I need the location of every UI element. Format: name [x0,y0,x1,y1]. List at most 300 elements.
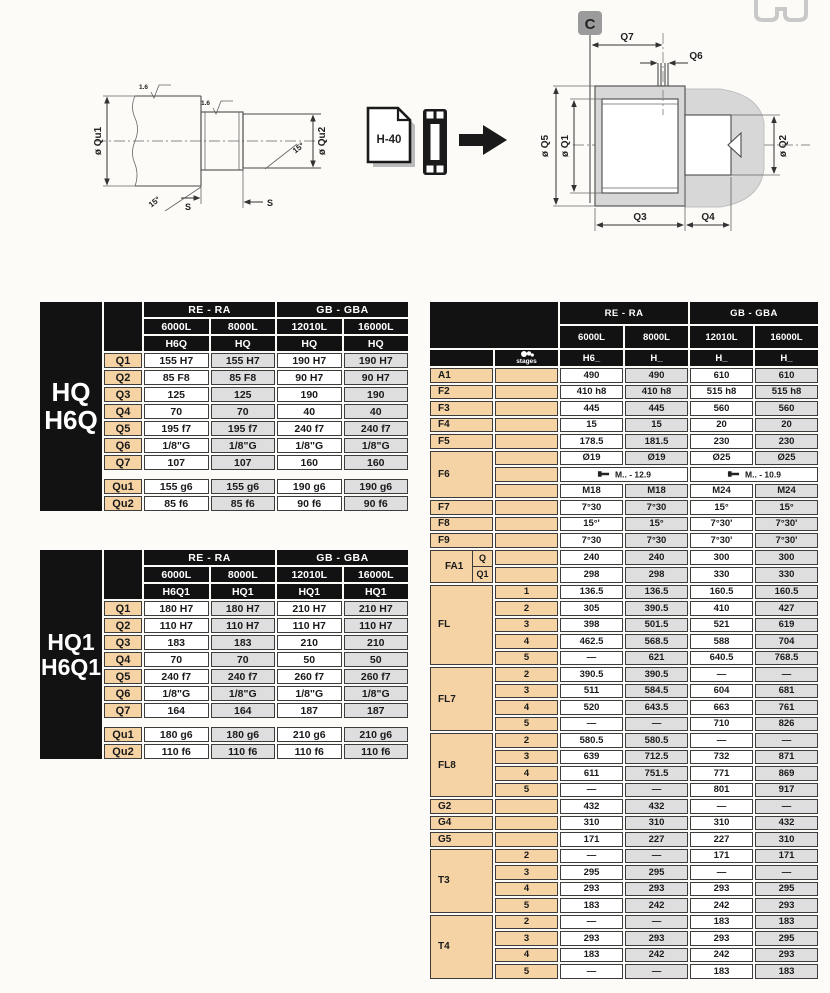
value-cell: 710 [690,717,753,732]
value-cell: 611 [560,766,623,781]
value-cell: 190 H7 [277,353,342,368]
table-row [430,500,818,515]
value-cell: 584.5 [625,684,688,699]
group-header: RE - RA [144,302,275,317]
value-cell: 85 f6 [211,496,276,511]
value-cell: 330 [690,567,753,583]
value-cell: 1/8"G [344,438,409,453]
value-cell: 230 [755,434,818,449]
value-cell: 704 [755,634,818,649]
value-cell: 164 [211,703,276,718]
value-cell: 681 [755,684,818,699]
stages-label: stages [516,358,537,366]
value-cell: 110 f6 [211,744,276,759]
header-corner [430,350,493,366]
value-cell: 560 [755,401,818,416]
section-label: F7 [430,500,493,515]
value-cell: 871 [755,750,818,765]
value-cell: 300 [690,550,753,566]
value-cell: 295 [755,931,818,946]
value-cell: 310 [625,816,688,831]
value-cell: 240 f7 [144,669,209,684]
value-cell: 227 [625,832,688,847]
value-cell: 178.5 [560,434,623,449]
value-cell: 50 [277,652,342,667]
doc-label: H-40 [376,134,402,146]
value-cell: 210 H7 [277,601,342,616]
dim-label-q2: ø Q2 [778,134,789,158]
value-cell: 580.5 [625,733,688,748]
value-cell: 610 [690,368,753,383]
value-cell: 610 [755,368,818,383]
value-cell: 310 [690,816,753,831]
value-cell: 15°' [560,517,623,532]
value-cell: 330 [755,567,818,583]
value-cell: — [625,783,688,798]
value-cell: 190 [344,387,409,402]
value-cell: 227 [690,832,753,847]
stage-cell: 4 [495,882,558,897]
value-cell: 712.5 [625,750,688,765]
svg-text:1.6: 1.6 [200,100,210,107]
value-cell: 210 [277,635,342,650]
value-cell: 107 [211,455,276,470]
value-cell: — [625,915,688,930]
value-cell: 1/8"G [211,686,276,701]
stage-cell [495,832,558,847]
value-cell: 7°30 [560,533,623,548]
table-row [430,733,818,748]
value-cell: 568.5 [625,634,688,649]
stage-cell: 2 [495,849,558,864]
stage-cell: 1 [495,585,558,600]
value-cell: 390.5 [625,601,688,616]
table-row [430,418,818,433]
row-label: Q5 [104,421,142,436]
stage-cell [495,567,558,583]
table-row [430,667,818,682]
stage-cell [495,550,558,566]
stage-cell: 2 [495,915,558,930]
value-cell: 70 [144,404,209,419]
spacer-row [104,472,408,477]
value-cell: 240 [625,550,688,566]
variant-header: H6_ [560,350,623,366]
value-cell: 580.5 [560,733,623,748]
value-cell: 1/8"G [144,686,209,701]
value-cell: 511 [560,684,623,699]
group-header: GB - GBA [277,302,408,317]
value-cell: 20 [690,418,753,433]
value-cell: 521 [690,618,753,633]
group-header: RE - RA [560,302,688,324]
stages-header [495,350,558,366]
value-cell: 155 H7 [211,353,276,368]
main-dimension-table [428,300,820,981]
table-row [430,302,818,324]
dim-label-q6: Q6 [689,51,703,62]
value-cell: 160.5 [690,585,753,600]
table-row [430,799,818,814]
value-cell: 826 [755,717,818,732]
value-cell: 240 f7 [211,669,276,684]
value-cell: 619 [755,618,818,633]
value-cell: 293 [755,898,818,913]
value-cell: 183 [755,964,818,979]
value-cell: — [625,849,688,864]
table-row [430,585,818,600]
stage-cell [495,467,558,482]
variant-header: H6Q [144,336,209,351]
value-cell: 293 [560,882,623,897]
row-label: Q4 [104,404,142,419]
value-cell: Ø25 [690,451,753,466]
value-cell: Ø25 [755,451,818,466]
value-cell: 501.5 [625,618,688,633]
variant-header: H_ [755,350,818,366]
hq1-h6q1-dimension-table [38,548,410,761]
value-cell: 390.5 [625,667,688,682]
row-label: Q3 [104,387,142,402]
hub-dimension-drawing [528,3,828,253]
bolt-class-cell [690,467,818,482]
value-cell: M18 [560,484,623,499]
section-label: F3 [430,401,493,416]
value-cell: — [625,717,688,732]
value-cell: 7°30' [690,533,753,548]
stage-cell: 4 [495,700,558,715]
gear-stages-icon [520,350,534,358]
value-cell: 181.5 [625,434,688,449]
table-row [430,350,818,366]
value-cell: — [755,667,818,682]
stage-cell [495,484,558,499]
value-cell: 155 g6 [211,479,276,494]
value-cell: 210 H7 [344,601,409,616]
value-cell: 445 [560,401,623,416]
value-cell: 1/8"G [344,686,409,701]
value-cell: 50 [344,652,409,667]
value-cell: 490 [625,368,688,383]
value-cell: — [690,865,753,880]
stage-cell [495,799,558,814]
value-cell: 171 [690,849,753,864]
value-cell: — [560,849,623,864]
value-cell: 643.5 [625,700,688,715]
value-cell: 432 [560,799,623,814]
value-cell: M24 [755,484,818,499]
value-cell: 155 H7 [144,353,209,368]
hq-h6q-dimension-table [38,300,410,513]
value-cell: 768.5 [755,651,818,666]
stage-cell: 3 [495,931,558,946]
shaft-dimension-drawing [93,76,333,226]
section-label: A1 [430,368,493,383]
model-header: 6000L [560,326,623,348]
row-label: Q3 [104,635,142,650]
value-cell: 7°30 [560,500,623,515]
stage-cell: 5 [495,717,558,732]
model-header: 6000L [144,567,209,582]
value-cell: 136.5 [625,585,688,600]
table-side-label [40,550,102,759]
stage-cell [495,401,558,416]
value-cell: 298 [560,567,623,583]
row-label: Q2 [104,370,142,385]
stage-cell: 4 [495,948,558,963]
dim-label-q7: Q7 [620,32,634,43]
side-label-line: HQ [51,377,91,408]
stage-cell: 3 [495,750,558,765]
sub-row-label: Q1 [473,566,492,582]
h40-document-icon [366,106,418,170]
dim-label-q1: ø Q1 [560,134,571,158]
value-cell: 183 [560,948,623,963]
shrink-disc-icon [423,106,447,178]
value-cell: 190 H7 [344,353,409,368]
callout-c-label: C [584,16,596,33]
side-label-line: H6Q [44,404,98,435]
table-side-label [40,302,102,511]
value-cell: 155 g6 [144,479,209,494]
value-cell: 125 [211,387,276,402]
value-cell: 187 [277,703,342,718]
bolt-class-text: M.. - 10.9 [745,469,781,480]
value-cell: — [560,964,623,979]
value-cell: 260 f7 [344,669,409,684]
value-cell: — [560,717,623,732]
value-cell: 298 [625,567,688,583]
value-cell: 295 [755,882,818,897]
value-cell: 190 g6 [277,479,342,494]
value-cell: 190 g6 [344,479,409,494]
row-label: Q4 [104,652,142,667]
value-cell: 70 [211,652,276,667]
value-cell: 171 [755,849,818,864]
stage-cell: 5 [495,651,558,666]
table-row [430,832,818,847]
value-cell: 293 [690,882,753,897]
value-cell: 90 H7 [277,370,342,385]
value-cell: 242 [690,948,753,963]
value-cell: 15 [560,418,623,433]
value-cell: 85 F8 [211,370,276,385]
table-row [430,533,818,548]
variant-header: HQ1 [277,584,342,599]
section-label: F5 [430,434,493,449]
value-cell: 462.5 [560,634,623,649]
value-cell: 410 h8 [625,385,688,400]
stage-cell: 2 [495,733,558,748]
value-cell: 90 H7 [344,370,409,385]
row-label: Q5 [104,669,142,684]
value-cell: 240 f7 [344,421,409,436]
value-cell: 180 g6 [144,727,209,742]
stage-cell: 3 [495,684,558,699]
value-cell: 7°30 [625,533,688,548]
value-cell: 621 [625,651,688,666]
row-label: Q7 [104,703,142,718]
model-header: 8000L [625,326,688,348]
value-cell: M24 [690,484,753,499]
value-cell: 183 [690,915,753,930]
stage-cell: 5 [495,964,558,979]
row-label: Qu2 [104,744,142,759]
value-cell: 85 F8 [144,370,209,385]
value-cell: 110 H7 [211,618,276,633]
bolt-icon [597,470,610,478]
value-cell: 917 [755,783,818,798]
value-cell: — [690,667,753,682]
row-label: Qu1 [104,479,142,494]
model-header: 16000L [755,326,818,348]
value-cell: 520 [560,700,623,715]
table-row [430,849,818,864]
value-cell: 640.5 [690,651,753,666]
value-cell: 398 [560,618,623,633]
value-cell: 40 [344,404,409,419]
value-cell: 210 [344,635,409,650]
value-cell: 293 [560,931,623,946]
value-cell: 180 H7 [211,601,276,616]
header-corner [104,302,142,351]
value-cell: 85 f6 [144,496,209,511]
dim-label-qu2: ø Qu2 [317,126,328,156]
value-cell: 310 [560,816,623,831]
row-label: Q7 [104,455,142,470]
value-cell: 15° [690,500,753,515]
value-cell: 1/8"G [277,686,342,701]
side-label-line: HQ1 [47,629,95,656]
model-header: 16000L [344,567,409,582]
value-cell: 240 [560,550,623,566]
value-cell: 125 [144,387,209,402]
value-cell: 195 f7 [144,421,209,436]
value-cell: — [755,799,818,814]
spacer-row [104,720,408,725]
value-cell: 604 [690,684,753,699]
stage-cell [495,500,558,515]
stage-cell: 4 [495,766,558,781]
value-cell: 293 [625,882,688,897]
stage-cell: 2 [495,667,558,682]
table-row [40,302,408,317]
value-cell: 300 [755,550,818,566]
value-cell: 1/8"G [277,438,342,453]
value-cell: 160 [344,455,409,470]
value-cell: 7°30' [755,517,818,532]
stage-cell [495,451,558,466]
value-cell: 70 [144,652,209,667]
table-row [430,816,818,831]
value-cell: 639 [560,750,623,765]
value-cell: — [690,733,753,748]
variant-header: HQ1 [344,584,409,599]
value-cell: 242 [625,948,688,963]
value-cell: — [755,865,818,880]
value-cell: 410 [690,601,753,616]
stage-cell: 5 [495,783,558,798]
section-label: G4 [430,816,493,831]
stage-cell: 2 [495,601,558,616]
value-cell: Ø19 [560,451,623,466]
value-cell: 240 f7 [277,421,342,436]
row-label: Qu1 [104,727,142,742]
value-cell: 663 [690,700,753,715]
row-label: Q6 [104,686,142,701]
section-label: FL8 [430,733,493,797]
value-cell: 20 [755,418,818,433]
value-cell: 801 [690,783,753,798]
row-label: Q2 [104,618,142,633]
section-label: F2 [430,385,493,400]
value-cell: 295 [625,865,688,880]
value-cell: 390.5 [560,667,623,682]
value-cell: 110 f6 [344,744,409,759]
value-cell: 183 [211,635,276,650]
value-cell: 588 [690,634,753,649]
value-cell: 183 [560,898,623,913]
dim-label-q4: Q4 [701,212,715,223]
table-row [430,915,818,930]
row-label: Qu2 [104,496,142,511]
table-row [430,451,818,466]
value-cell: — [755,733,818,748]
value-cell: 515 h8 [690,385,753,400]
value-cell: 15° [755,500,818,515]
value-cell: 751.5 [625,766,688,781]
value-cell: 427 [755,601,818,616]
value-cell: 293 [690,931,753,946]
value-cell: 187 [344,703,409,718]
variant-header: H_ [625,350,688,366]
stage-cell: 3 [495,618,558,633]
bolt-icon [727,470,740,478]
value-cell: 230 [690,434,753,449]
value-cell: 260 f7 [277,669,342,684]
value-cell: 110 H7 [144,618,209,633]
value-cell: 164 [144,703,209,718]
section-label-text: FA1 [445,560,464,572]
stage-cell [495,434,558,449]
value-cell: 110 H7 [277,618,342,633]
table-row [40,550,408,565]
s-dim-left: S [184,202,192,212]
variant-header: HQ [211,336,276,351]
stage-cell [495,418,558,433]
sub-row-label: Q [478,553,486,563]
stage-cell: 5 [495,898,558,913]
value-cell: 771 [690,766,753,781]
value-cell: 432 [625,799,688,814]
value-cell: — [560,783,623,798]
stage-cell [495,517,558,532]
stage-cell: 4 [495,634,558,649]
value-cell: 183 [690,964,753,979]
dim-label-q5: ø Q5 [540,134,551,158]
value-cell: 183 [755,915,818,930]
row-label: Q1 [104,601,142,616]
section-label: T3 [430,849,493,913]
value-cell: 15° [625,517,688,532]
value-cell: 183 [144,635,209,650]
model-header: 6000L [144,319,209,334]
value-cell: 160.5 [755,585,818,600]
section-label: FL7 [430,667,493,731]
arrow-right-icon [459,125,507,155]
group-header: GB - GBA [277,550,408,565]
stage-cell [495,816,558,831]
